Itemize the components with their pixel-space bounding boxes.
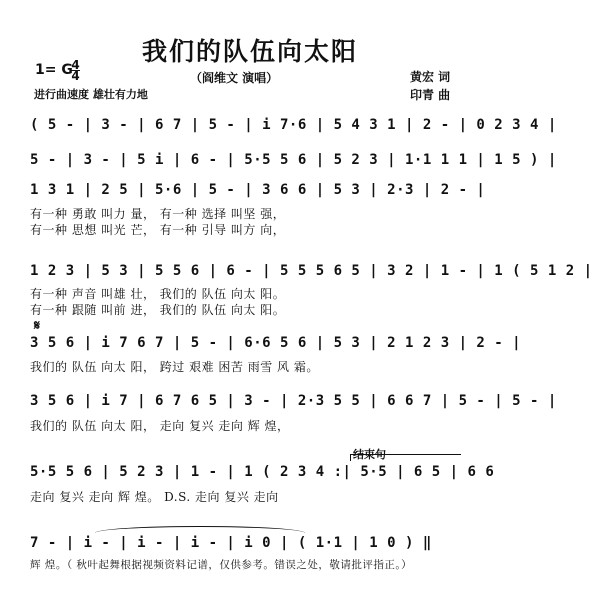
segno-sign: 𝄋 xyxy=(34,318,41,334)
tie-slur xyxy=(95,526,305,533)
music-line-5: 3 5 6 | i 7 6 7 | 5 - | 6·6 5 6 | 5 3 | 2 1 2 3 | 2 - | xyxy=(30,335,522,351)
music-line-4: 1 2 3 | 5 3 | 5 5 6 | 6 - | 5 5 5 6 5 | 3 2 | 1 - | 1 ( 5 1 2 | xyxy=(30,263,593,279)
lyric-line-1: 有一种 勇敢 叫力 量， 有一种 选择 叫坚 强， xyxy=(30,207,286,221)
ending-bracket xyxy=(350,454,461,461)
music-line-1: ( 5 - | 3 - | 6 7 | 5 - | i 7·6 | 5 4 3 1 | 2 - | 0 2 3 4 | xyxy=(30,117,557,133)
ending-label: 结束句 xyxy=(353,448,386,461)
music-line-2: 5 - | 3 - | 5 i | 6 - | 5·5 5 6 | 5 2 3 | 1·1 1 1 | 1 5 ) | xyxy=(30,152,557,168)
lyric-line-4: 有一种 跟随 叫前 进， 我们的 队伍 向太 阳。 xyxy=(30,303,286,317)
music-line-6: 3 5 6 | i 7 | 6 7 6 5 | 3 - | 2·3 5 5 | 6 6 7 | 5 - | 5 - | xyxy=(30,393,557,409)
composer-credit: 印青 曲 xyxy=(410,88,451,102)
music-line-3: 1 3 1 | 2 5 | 5·6 | 5 - | 3 6 6 | 5 3 | 2·3 | 2 - | xyxy=(30,182,486,198)
page-title: 我们的队伍向太阳 xyxy=(141,37,358,66)
music-line-8: 7 - | i - | i - | i - | i 0 | ( 1·1 | 1 0 ) ‖ xyxy=(30,535,432,551)
lyric-line-6: 我们的 队伍 向太 阳， 走向 复兴 走向 辉 煌， xyxy=(30,419,290,433)
music-line-7: 5·5 5 6 | 5 2 3 | 1 - | 1 ( 2 3 4 :| 5·5 | 6 5 | 6 6 xyxy=(30,464,495,480)
lyric-line-7: 走向 复兴 走向 辉 煌。 D.S. 走向 复兴 走向 xyxy=(30,490,279,504)
lyric-line-2: 有一种 思想 叫光 芒， 有一种 引导 叫方 向， xyxy=(30,223,286,237)
time-signature-top: 4 xyxy=(71,58,80,72)
lyric-line-3: 有一种 声音 叫雄 壮， 我们的 队伍 向太 阳。 xyxy=(30,287,286,301)
lyricist-credit: 黄宏 词 xyxy=(410,70,451,84)
time-signature xyxy=(71,60,80,81)
lyric-line-5: 我们的 队伍 向太 阳， 跨过 艰难 困苦 雨雪 风 霜。 xyxy=(30,360,319,374)
lyric-line-8: 辉 煌。（ 秋叶起舞根据视频资料记谱，仅供参考。错误之处，敬请批评指正。） xyxy=(30,559,413,571)
key-signature: 1= G xyxy=(35,62,73,78)
tempo-marking: 进行曲速度 雄壮有力地 xyxy=(34,88,148,101)
time-signature-bottom: 4 xyxy=(71,69,80,83)
performer-subtitle: （阎维文 演唱） xyxy=(190,71,279,85)
